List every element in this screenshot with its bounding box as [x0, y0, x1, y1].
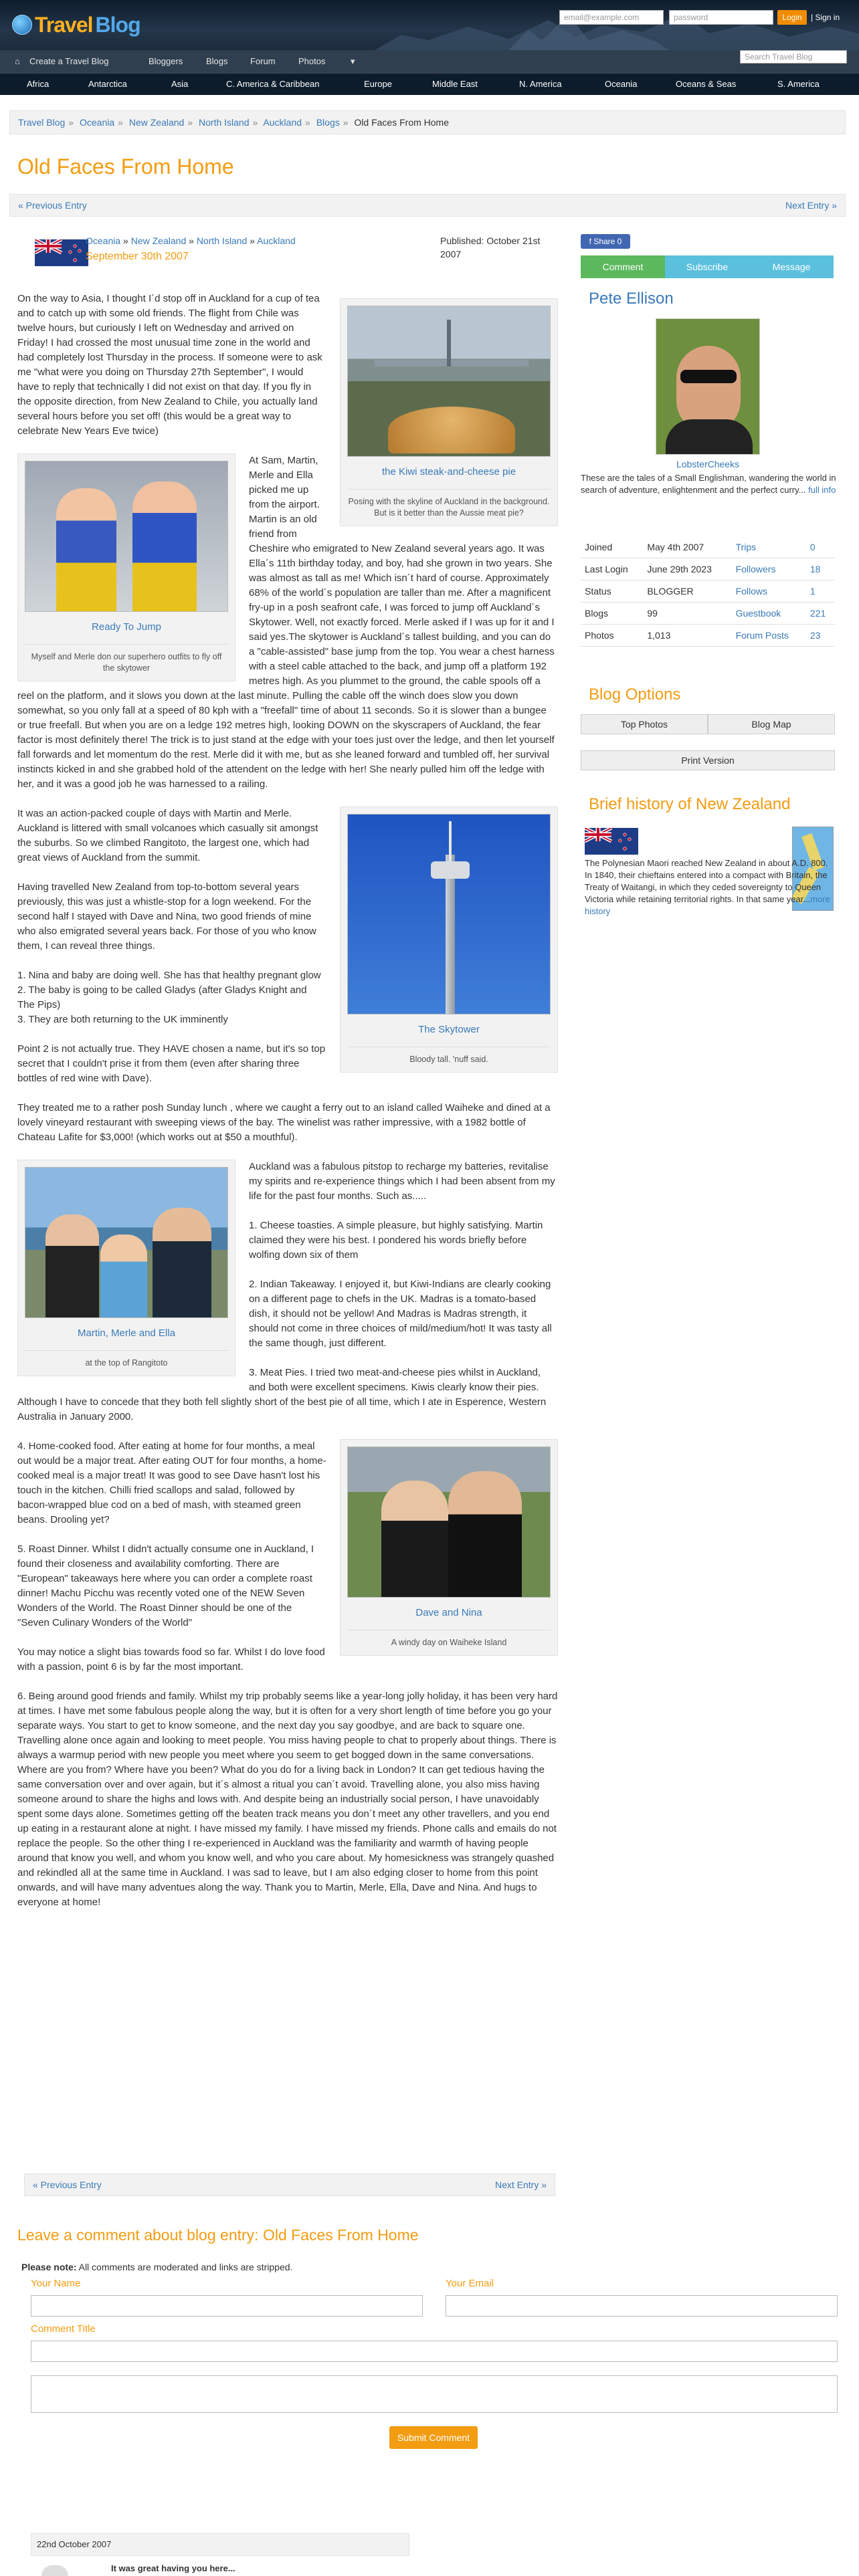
photo-skytower[interactable] — [347, 814, 551, 1014]
stat-link-follows[interactable]: Follows — [732, 580, 806, 603]
top-photos-button[interactable]: Top Photos — [581, 714, 708, 734]
stat-count[interactable]: 1 — [806, 580, 835, 603]
photo-caption[interactable]: the Kiwi steak-and-cheese pie — [381, 466, 516, 477]
region-oceania[interactable]: Oceania — [605, 79, 638, 89]
stat-count[interactable]: 0 — [806, 536, 835, 558]
stat-link-trips[interactable]: Trips — [732, 536, 806, 558]
photo-martin-merle-ella[interactable] — [25, 1167, 228, 1318]
breadcrumb-blogs[interactable]: Blogs — [316, 117, 340, 128]
paragraph: 3. Meat Pies. I tried two meat-and-cheese pies whilst in Auckland, and both were excellent specimens. Kiwis clearly know their pies. Although I have to concede that they both fell slightly short of the best pie of all time, which I ate in Esperence, Western Australia in January 2000. — [17, 1367, 547, 1422]
paragraph: It was an action-packed couple of days with Martin and Merle. Auckland is littered with small volcanoes which casually sit amongst the suburbs. So we climbed Rangitoto, the largest one, which had great views of Auckland from the summit. — [17, 808, 318, 863]
photo-description: Myself and Merle don our superhero outfits to fly off the skytower — [25, 644, 228, 674]
sign-in-link[interactable]: | Sign in — [811, 13, 840, 22]
previous-entry-link[interactable]: « Previous Entry — [18, 200, 87, 211]
history-summary — [585, 857, 834, 918]
region-oceans-seas[interactable]: Oceans & Seas — [676, 79, 737, 89]
paragraph: 5. Roast Dinner. Whilst I didn't actually consume one in Auckland, I found their closeness and availability comforting. There are "European" takeaways here where you can order a complete roast dinner! Machu Picchu was recently voted one of the NEW Seven Wonders of the World. The Roast Dinner should be one of the "Seven Culinary Wonders of the World" — [17, 1543, 314, 1628]
print-version-button[interactable]: Print Version — [581, 750, 835, 770]
author-name[interactable]: Pete Ellison — [589, 290, 674, 308]
paragraph: 4. Home-cooked food. After eating at home for four months, a meal out would be a major treat. After eating OUT for four months, a home-cooked meal is a major treat! It was good to see Dave hasn't lost his touch in the kitchen. Chilli fried scallops and salad, followed by bacon-wrapped blue cod on a bed of mash, with steamed green beans. Drooling yet? — [17, 1440, 326, 1525]
breadcrumb-auckland[interactable]: Auckland — [263, 117, 302, 128]
breadcrumb-north-island[interactable]: North Island — [199, 117, 250, 128]
logo-text-travel: Travel — [35, 13, 93, 37]
breadcrumb-oceania[interactable]: Oceania — [79, 117, 115, 128]
photo-description: Posing with the skyline of Auckland in the background. But is it better than the Aussie meat pie? — [347, 489, 551, 519]
region-nav — [0, 73, 859, 95]
stat-value: 1,013 — [643, 625, 731, 647]
comment-title: It was great having you here... — [111, 2563, 235, 2573]
photo-pie[interactable] — [347, 306, 551, 457]
published-date: Published: October 21st 2007 — [440, 235, 541, 260]
next-entry-link[interactable]: Next Entry » — [494, 2179, 547, 2190]
submit-comment-button[interactable]: Submit Comment — [389, 2426, 478, 2449]
region-middle-east[interactable]: Middle East — [432, 79, 478, 89]
stats-row — [581, 558, 835, 580]
more-dropdown-icon[interactable]: ▾ — [351, 56, 355, 66]
entry-body — [17, 292, 558, 1925]
breadcrumb: Travel Blog » Oceania » New Zealand » North Island » Auckland » Blogs » Old Faces From Home — [9, 110, 846, 134]
more-history-link[interactable]: more history — [585, 894, 830, 916]
email-label: Your Email — [446, 2278, 494, 2289]
stat-link-followers[interactable]: Followers — [732, 558, 806, 580]
new-zealand-flag-icon — [35, 239, 88, 271]
note-label: Please note: — [21, 2262, 77, 2272]
photo-caption[interactable]: The Skytower — [418, 1024, 480, 1035]
location-oceania[interactable]: Oceania — [86, 235, 121, 246]
stats-row — [581, 580, 835, 603]
paragraph: You may notice a slight bias towards food so far. Whilst I do love food with a passion, point 6 is by far the most important. — [17, 1646, 325, 1673]
main-nav — [0, 50, 859, 73]
email-input[interactable]: email@example.com — [559, 10, 664, 25]
full-info-link[interactable]: full info — [808, 485, 836, 495]
location-new-zealand[interactable]: New Zealand — [130, 235, 187, 246]
author-avatar[interactable] — [656, 318, 760, 455]
blog-action-bar — [581, 255, 834, 278]
breadcrumb-current: Old Faces From Home — [354, 117, 450, 128]
entry-pager-top — [9, 194, 846, 217]
nav-photos[interactable]: Photos — [298, 56, 326, 66]
blog-options-title: Blog Options — [589, 685, 681, 704]
comment-title-input[interactable] — [31, 2341, 838, 2362]
stat-label: Joined — [581, 536, 643, 558]
region-asia[interactable]: Asia — [171, 79, 189, 89]
paragraph: 6. Being around good friends and family. Whilst my trip probably seems like a year-long jolly holiday, it has been very hard at times. I have met some fabulous people along the way, but it is often for a very short length of time before you go your separate ways. You start to get to know someone, and the next day you say goodbye, and are back to square one. Travelling alone once again and looking to meet people. You miss having people to chat to properly about things. There is always a warmup period with new people you meet where you seem to get bogged down in the same conversations. Where are you from? Where have you been? What do you do for a living back in London? It can get tedious having the same conversation over and over again, but it´s almost a ritual you can´t avoid. Travelling alone, you also miss having someone around to share the highs and lows with. And despite being an industrially social person, I have unavoidably spent some days alone. Sometimes getting off the beaten track means you don´t meet any other travellers, and you end up eating in a restaurant alone at night. I have missed my family. I have missed my friends. Phone calls and emails do not replace the people. So the other thing I re-experienced in Auckland was the familiarity and warmth of having people around that know you well, and whom you know well, and who you care about. My homesickness was strangely quashed and rekindled all at the same time in Auckland. I was sad to leave, but I am also edging closer to home from this point onwards, and will have many adventues along the way. Thank you to Martin, Merle, Ella, Dave and Nina. And hugs to everyone at home! — [17, 1691, 558, 1908]
login-button[interactable]: Login — [777, 10, 807, 25]
stat-link-forum-posts[interactable]: Forum Posts — [732, 625, 806, 647]
author-stats — [581, 536, 835, 647]
stat-count[interactable]: 18 — [806, 558, 835, 580]
stat-count[interactable]: 221 — [806, 603, 835, 625]
subscribe-button[interactable]: Subscribe — [665, 255, 749, 278]
entry-pager-bottom — [24, 2173, 555, 2196]
breadcrumb-new-zealand[interactable]: New Zealand — [128, 117, 185, 128]
nav-blogs[interactable]: Blogs — [206, 56, 228, 66]
site-logo[interactable] — [12, 9, 140, 40]
entry-location: Oceania » New Zealand » North Island » Auckland — [86, 235, 296, 246]
globe-icon — [12, 15, 32, 35]
stat-label: Status — [581, 580, 643, 603]
stat-value: 99 — [643, 603, 731, 625]
nav-create-blog[interactable]: Create a Travel Blog — [29, 56, 109, 66]
location-north-island[interactable]: North Island — [196, 235, 248, 246]
paragraph: Point 2 is not actually true. They HAVE chosen a name, but it's so top secret that I couldn't prise it from them (even after sharing three bottles of red wine with Dave). — [17, 1043, 326, 1084]
comment-title-label: Comment Title — [31, 2323, 96, 2335]
stats-row — [581, 536, 835, 558]
comment-textarea[interactable] — [31, 2375, 838, 2413]
bio-text: These are the tales of a Small Englishman, wandering the world in search of adventure, enlightenment and the perfect curry... — [581, 473, 836, 495]
paragraph: Having travelled New Zealand from top-to-bottom several years previously, this was just a whistle-stop for a logn weekend. For the second half I stayed with Dave and Nina, two good friends of mine who also emigrated several years back. For those of you who know them, I can reveal three things. — [17, 881, 316, 952]
moderation-note — [21, 2260, 292, 2274]
stat-link-guestbook[interactable]: Guestbook — [732, 603, 806, 625]
nav-bloggers[interactable]: Bloggers — [149, 56, 183, 66]
region-north-america[interactable]: N. America — [519, 79, 562, 89]
region-europe[interactable]: Europe — [364, 79, 392, 89]
previous-entry-link[interactable]: « Previous Entry — [33, 2179, 102, 2190]
photo-caption[interactable]: Dave and Nina — [415, 1607, 482, 1618]
stat-value: BLOGGER — [643, 580, 731, 603]
logo-text-blog: Blog — [95, 13, 140, 37]
paragraph: Auckland was a fabulous pitstop to recharge my batteries, revitalise my spirits and re-experience things which I had been absent from my life for the past four months. Such as..... — [249, 1161, 555, 1202]
home-icon[interactable]: ⌂ — [15, 56, 20, 66]
site-search-input[interactable]: Search Travel Blog — [740, 50, 847, 64]
photo-card[interactable] — [340, 807, 558, 1073]
password-input[interactable]: password — [669, 10, 773, 25]
stat-label: Photos — [581, 625, 643, 647]
paragraph: They treated me to a rather posh Sunday lunch , where we caught a ferry out to an island called Waiheke and dined at a lovely vineyard restaurant with sweeping views of the bay. The winelist was rather impressive, with a 1982 bottle of Chateau Lafite for $3,000! (which works out at $50 a mouthful). — [17, 1102, 551, 1143]
photo-card[interactable] — [340, 298, 558, 526]
entry-date: September 30th 2007 — [86, 251, 189, 262]
comment-date: 22nd October 2007 — [31, 2533, 409, 2556]
commenter-avatar[interactable] — [41, 2565, 68, 2576]
name-label: Your Name — [31, 2278, 81, 2289]
page-title: Old Faces From Home — [17, 154, 234, 179]
photo-caption[interactable]: Ready To Jump — [92, 621, 161, 633]
paragraph: 1. Cheese toasties. A simple pleasure, but highly satisfying. Martin claimed they were his best. I pondered his words briefly before wolfing down six of them — [249, 1220, 543, 1261]
breadcrumb-travel-blog[interactable]: Travel Blog — [18, 117, 66, 128]
paragraph: On the way to Asia, I thought I´d stop off in Auckland for a cup of tea and to catch up with some old friends. The flight from Chile was twelve hours, but curiously I left on Wednesday and arrived on Friday! I had crossed the most unusual time zone in the world and had completely lost Thursday in the process. If someone were to ask me "what were you doing on Thursday 27th September", I would have to reply that technically I did not exist on that day. If you fly in the opposite direction, from New Zealand to Chile, you actually land several hours before you set off! (this would be a great way to celebrate New Years Eve twice) — [17, 293, 322, 437]
new-zealand-flag-icon — [585, 828, 638, 859]
author-username[interactable]: LobsterCheeks — [676, 459, 740, 469]
comment-button[interactable]: Comment — [581, 255, 665, 278]
author-bio — [581, 472, 839, 496]
comment-form-heading: Leave a comment about blog entry: Old Faces From Home — [17, 2226, 419, 2244]
stats-row — [581, 603, 835, 625]
photo-description: Bloody tall. 'nuff said. — [347, 1047, 551, 1065]
region-africa[interactable]: Africa — [27, 79, 50, 89]
stat-label: Blogs — [581, 603, 643, 625]
paragraph: At Sam, Martin, Merle and Ella picked me up from the airport. Martin is an old friend from Cheshire who emigrated to New Zealand several years ago. It was Ella´s 11th birthday today, and boy, had she grown in two years. She was almost as tall as me! Which isn´t hard of course. Approximately 68% of the world´s population are taller than me. After a magnificent fry-up in a posh seafront cafe, I was forced to jump off Auckland´s Skytower. Well, not exactly forced. Merle asked if I was up for it and I said yes.The skytower is Auckland´s tallest building, and you can do a "cable-assisted" base jump from the top. You wear a chest harness with a steel cable attached to the back, and jump off a platform 192 metres high. As you plummet to the ground, the cable spools off a reel on the platform, and it slows you down at the last minute. Pulling the cable off the winch does slow you down somewhat, so you only fall at a speed of 80 kph with a "freefall" time of about 11 seconds. So it is slower than a bungee or true freefall. But when you are on a ledge 192 metres high, looking DOWN on the skyscrapers of Auckland, the fear factor is most definitely there! The trick is to just stand at the edge with your toes just over the ledge, and then let yourself fall forwards and let momentum do the rest. Merle did it with me, but as she leaned forward and tumbled off, her survival instincts kicked in and she grabbed hold of the attendent on the ledge with her! She nearly pulled him off the ledge with her, and it was a good job he was harnessed to a railing. — [17, 455, 555, 790]
stat-value: May 4th 2007 — [643, 536, 731, 558]
paragraph: 2. Indian Takeaway. I enjoyed it, but Kiwi-Indians are clearly cooking on a different page to chefs in the UK. Madras is a tomato-based dish, it should not be yellow! And Madras is Madras strength, it should not come in three choices of mild/medium/hot! It was tasty all the same though, just different. — [249, 1279, 552, 1349]
photo-caption[interactable]: Martin, Merle and Ella — [78, 1327, 175, 1339]
name-input[interactable] — [31, 2295, 423, 2317]
email-input[interactable] — [446, 2295, 838, 2317]
stat-value: June 29th 2023 — [643, 558, 731, 580]
stat-count[interactable]: 23 — [806, 625, 835, 647]
photo-ready-to-jump[interactable] — [25, 461, 228, 612]
photo-card[interactable] — [340, 1439, 558, 1656]
history-text: The Polynesian Maori reached New Zealand in about A.D. 800. In 1840, their chieftains entered into a compact with Britain, the Treaty of Waitangi, in which they ceded sovereignty to Queen Victoria while retaining territorial rights. In that same year... — [585, 858, 828, 904]
location-auckland[interactable]: Auckland — [257, 235, 296, 246]
photo-card[interactable] — [17, 453, 235, 681]
blog-map-button[interactable]: Blog Map — [708, 714, 835, 734]
list-paragraph: 1. Nina and baby are doing well. She has that healthy pregnant glow 2. The baby is going to be called Gladys (after Gladys Knight and The Pips) 3. They are both returning to the UK imminently — [17, 970, 321, 1025]
region-antarctica[interactable]: Antarctica — [88, 79, 127, 89]
stats-row — [581, 625, 835, 647]
photo-card[interactable] — [17, 1160, 235, 1376]
region-central-america[interactable]: C. America & Caribbean — [226, 79, 320, 89]
photo-dave-and-nina[interactable] — [347, 1446, 551, 1598]
next-entry-link[interactable]: Next Entry » — [785, 200, 837, 211]
region-south-america[interactable]: S. America — [777, 79, 820, 89]
site-header — [0, 0, 859, 50]
facebook-share-button[interactable]: f Share 0 — [581, 234, 630, 249]
photo-description: A windy day on Waiheke Island — [347, 1630, 551, 1648]
stat-label: Last Login — [581, 558, 643, 580]
note-text: All comments are moderated and links are stripped. — [76, 2262, 293, 2272]
history-title: Brief history of New Zealand — [589, 795, 791, 813]
message-button[interactable]: Message — [749, 255, 834, 278]
photo-description: at the top of Rangitoto — [25, 1350, 228, 1369]
nav-forum[interactable]: Forum — [250, 56, 276, 66]
